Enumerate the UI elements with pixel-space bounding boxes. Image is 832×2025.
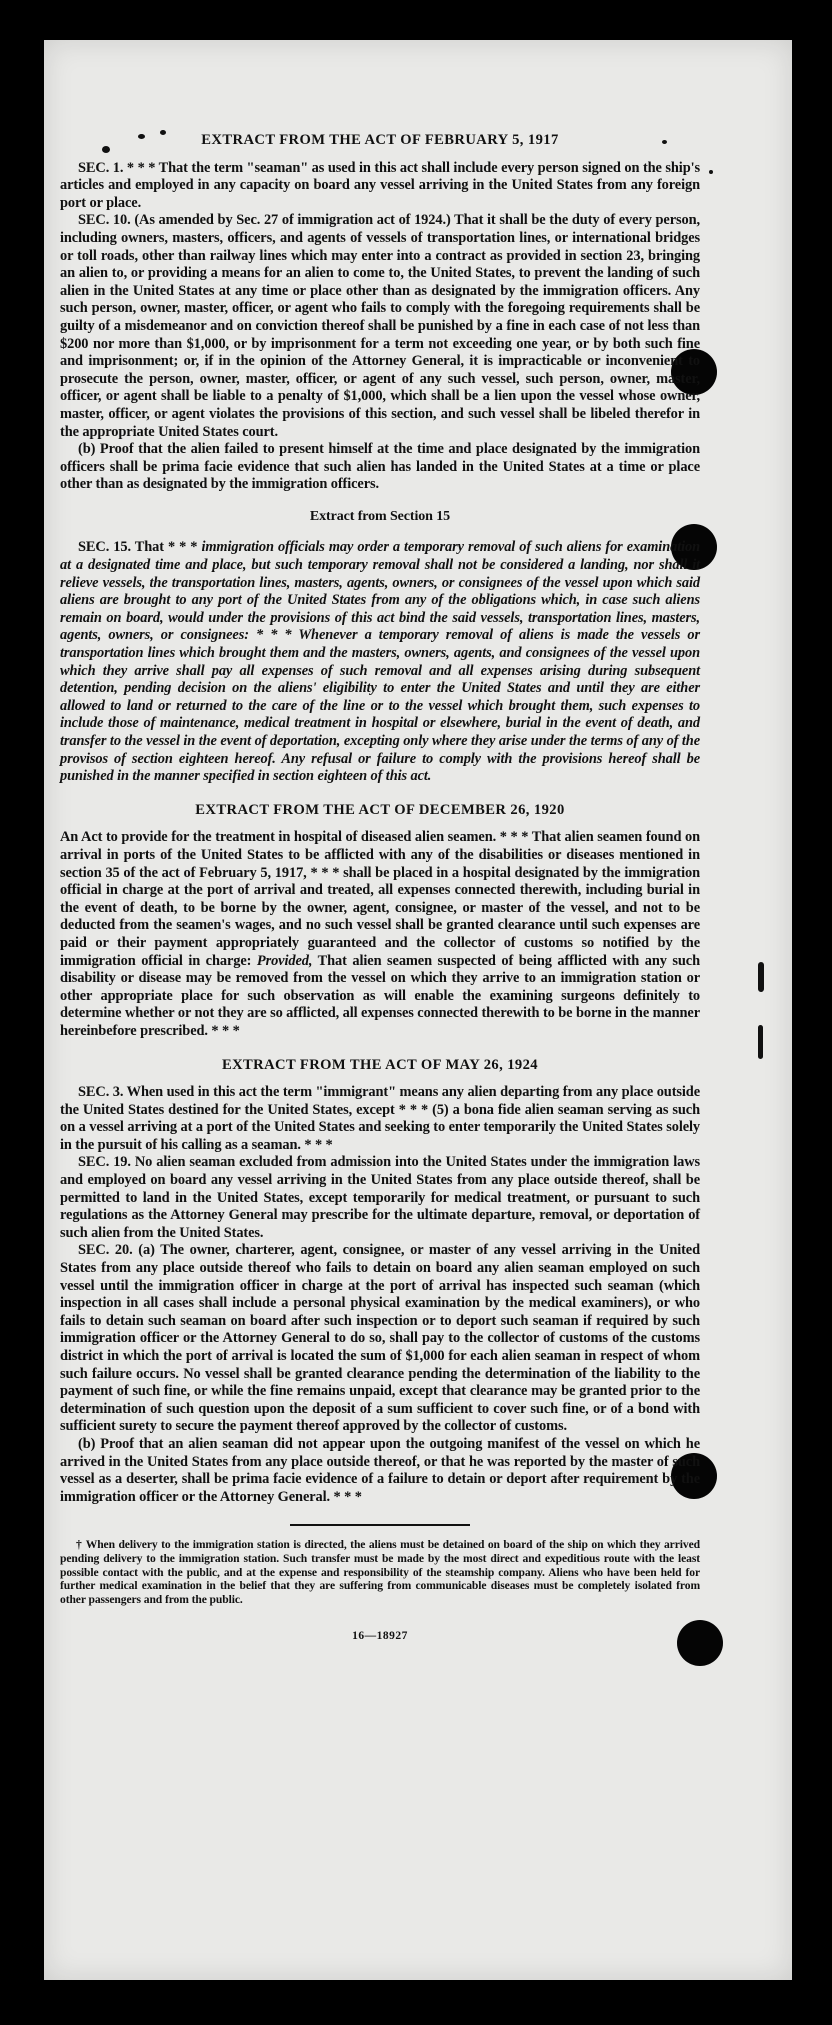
act-1920-text-b: That alien seamen suspected of being afflicted with any such disability or disease may be removed from the vessel on which they arrive to an immigration station or other appropriate place for such observation as will enable the examining surgeons definitely to determine whether or not they are so afflicted, all expenses connected therewith to be borne in the manner hereinbefore prescribed. * * * — [60, 952, 700, 1039]
section-heading: EXTRACT FROM THE ACT OF DECEMBER 26, 1920 — [195, 801, 565, 818]
sec-15-lead: SEC. 15. That * * * — [78, 539, 202, 556]
paragraph-sec-19: SEC. 19. No alien seaman excluded from admission into the United States under the immigration laws and employed on board any vessel arriving in the United States from any place outside thereof, shall be permitted to land in the United States, except temporarily for medical treatment, or pursuant to such regulations as the Attorney General may prescribe for the ultimate departure, removal, or deportation of such alien from the United States. — [60, 1154, 700, 1241]
paragraph-sec-20-b: (b) Proof that an alien seaman did not appear upon the outgoing manifest of the vessel on which he arrived in the United States from any place outside thereof, or that he was reported by the master of such vessel as a deserter, shall be prima facie evidence of a failure to detain or deport after requirement by the immigration officer or the Attorney General. * * * — [60, 1435, 700, 1505]
paragraph-sec-3: SEC. 3. When used in this act the term "immigrant" means any alien departing from any place outside the United States destined for the United States, except * * * (5) a bona fide alien seaman serving as such on a vessel arriving at a port of the United States and seeking to enter temporarily the United States solely in the pursuit of his calling as a seaman. * * * — [60, 1084, 700, 1153]
provided-italic: Provided, — [256, 952, 313, 969]
ink-speck — [709, 170, 713, 174]
footnote: † When delivery to the immigration station is directed, the aliens must be detained on board of the ship on which they arrived pending delivery to the immigration station. Such transfer must be made by the most direct and expeditious route with the least possible contact with the public, and at the expense and responsibility of the steamship company. Aliens who have been held for further medical examination in the belief that they are suffering from communicable diseases must be completely isolated from other passengers and from the public. — [60, 1538, 700, 1606]
paragraph-sec-20-a: SEC. 20. (a) The owner, charterer, agent, consignee, or master of any vessel arriving in the United States from any place outside thereof who fails to detain on board any alien seaman employed on such vessel until the immigration officer in charge at the port of arrival has inspected such seaman (which inspection in all cases shall include a personal physical examination by the medical examiners), or who fails to detain such seaman on board after such inspection or to deport such seaman if required by such immigration officer or the Attorney General to do so, shall pay to the collector of customs of the customs district in which the port of arrival is located the sum of $1,000 for each alien seaman in respect of whom such failure occurs. No vessel shall be granted clearance pending the determination of the liability to the payment of such fine, or while the fine remains unpaid, except that clearance may be granted prior to the determination of such question upon the deposit of a sum sufficient to cover such fine, or of a bond with sufficient surety to secure the payment thereof approved by the collector of customs. — [60, 1242, 700, 1435]
paragraph-sec-10: SEC. 10. (As amended by Sec. 27 of immigration act of 1924.) That it shall be the duty of every person, including owners, masters, officers, and agents of vessels of transportation lines, or international bridges or toll roads, other than railway lines which may enter into a contract as provided in section 23, bringing an alien to, or providing a means for an alien to come to, the United States, to prevent the landing of such alien in the United States at any time or place other than as designated by the immigration officers. Any such person, owner, master, officer, or agent who fails to comply with the foregoing requirements shall be guilty of a misdemeanor and on conviction thereof shall be punished by a fine in each case of not less than $200 nor more than $1,000, or by imprisonment for a term not exceeding one year, or by both such fine and imprisonment; or, if in the opinion of the Attorney General, it is impracticable or inconvenient to prosecute the person, owner, master, officer, or agent of any such vessel, such person, owner, master, officer, or agent shall be liable to a penalty of $1,000, which shall be a lien upon the vessel whose owner, master, officer, or agent violates the provisions of this section, and such vessel shall be libeled therefor in the appropriate United States court. — [60, 212, 700, 440]
document-body — [60, 132, 700, 1646]
section-heading: EXTRACT FROM THE ACT OF FEBRUARY 5, 1917 — [201, 132, 559, 148]
section-heading: EXTRACT FROM THE ACT OF MAY 26, 1924 — [221, 1056, 539, 1073]
sec-15-italic-text: immigration officials may order a temporary removal of such aliens for examination at a designated time and place, but such temporary removal shall not be considered a landing, nor shall it relieve vessels, the transportation lines, masters, agents, owners, or consignees of the vessel upon which said aliens are brought to any port of the United States from any of the obligations which, in case such aliens remain on board, would under the provisions of this act bind the said vessels, transportation lines, masters, agents, owners, or consignees: * * * Whenever a temporary removal of aliens is made the vessels or transportation lines which brought them and the masters, owners, agents, and consignees of the vessel upon which they arrive shall pay all expenses of such removal and all expenses arising during subsequent detention, pending decision on the aliens' eligibility to enter the United States and until they are either allowed to land or returned to the care of the line or to the vessel which brought them, such expenses to include those of maintenance, medical treatment in hospital or elsewhere, burial in the event of death, and transfer to the vessel in the event of deportation, excepting only where they arise under the terms of any of the provisos of section eighteen hereof. Any refusal or failure to comply with the provisions hereof shall be punished in the manner specified in section eighteen of this act. — [60, 539, 700, 785]
paragraph-act-1920 — [60, 829, 700, 1040]
paragraph-sec-10-b: (b) Proof that the alien failed to present himself at the time and place designated by the immigration officers shall be prima facie evidence that such alien has landed in the United States at a time or place other than as designated by the immigration officers. — [60, 441, 700, 493]
ink-speck — [758, 1025, 763, 1059]
ink-speck — [758, 962, 764, 992]
footnote-divider — [290, 1524, 470, 1526]
paragraph-sec-1: SEC. 1. * * * That the term "seaman" as used in this act shall include every person signed on the ship's articles and employed in any capacity on board any vessel arriving in the United States from any foreign port or place. — [60, 159, 700, 211]
paragraph-sec-15 — [60, 539, 700, 785]
section-subheading: Extract from Section 15 — [309, 508, 451, 524]
page-number: 16—18927 — [352, 1630, 408, 1643]
act-1920-text-a: An Act to provide for the treatment in hospital of diseased alien seamen. * * * That alien seamen found on arrival in ports of the United States to be afflicted with any of the disabilities or diseases mentioned in section 35 of the act of February 5, 1917, * * * shall be placed in a hospital designated by the immigration official in charge at the port of arrival and treated, all expenses connected therewith, including burial in the event of death, to be borne by the owner, agent, consignee, or master of the vessel, and not to be deducted from the seamen's wages, and no such vessel shall be granted clearance until such expenses are paid or their payment appropriately guaranteed and the collector of customs so notified by the immigration official in charge: — [60, 829, 700, 969]
